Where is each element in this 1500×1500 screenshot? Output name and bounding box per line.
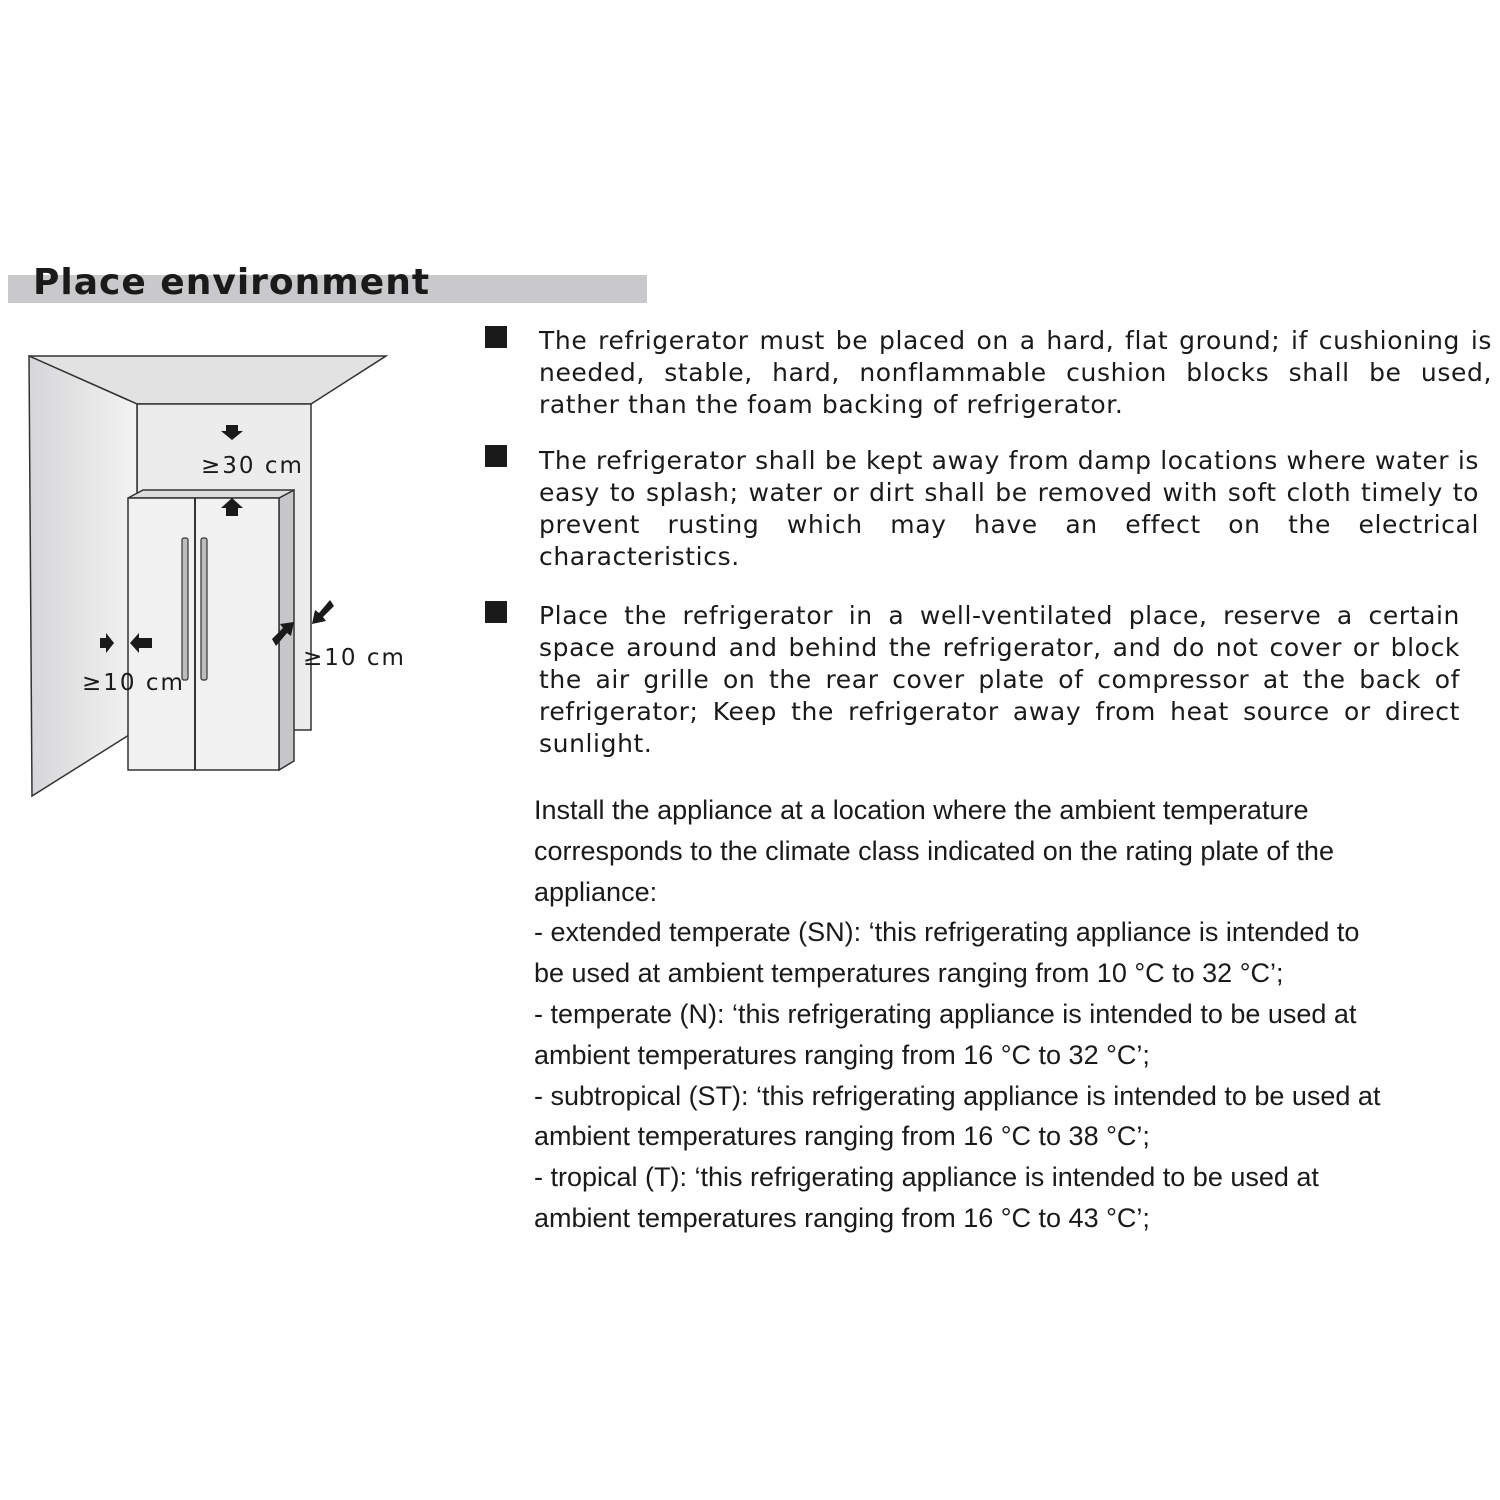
installation-illustration: [0, 340, 440, 810]
climate-class-sn-line: - extended temperate (SN): ‘this refrigerating appliance is intended to: [534, 917, 1360, 948]
climate-class-t-range: ambient temperatures ranging from 16 °C to 43 °C’;: [534, 1202, 1150, 1233]
back-clearance-label: ≥10 cm: [303, 645, 406, 671]
left-door-handle: [182, 538, 188, 680]
climate-intro-line: corresponds to the climate class indicated on the rating plate of the: [534, 835, 1334, 866]
climate-class-st-line: - subtropical (ST): ‘this refrigerating appliance is intended to be used at: [534, 1080, 1381, 1111]
side-clearance-label: ≥10 cm: [82, 670, 185, 696]
climate-class-text: [534, 790, 1484, 1239]
bullet-square-icon: [485, 326, 507, 348]
page-title: Place environment: [33, 262, 431, 303]
bullet-square-icon: [485, 445, 507, 467]
installation-diagram: [0, 340, 440, 810]
left-wall: [29, 356, 137, 796]
climate-intro-line: appliance:: [534, 876, 658, 907]
bullet-text-3: Place the refrigerator in a well-ventilated place, reserve a certain space around and behind the refrigerator, and do not cover or block the air grille on the rear cover plate of compressor at the back of refrigerator; Keep the refrigerator away from heat source or direct sunlight.: [539, 601, 1460, 758]
bullet-text-2: The refrigerator shall be kept away from damp locations where water is easy to splash; water or dirt shall be removed with soft cloth timely to prevent rusting which may have an effect on the electrical characteristics.: [539, 446, 1479, 571]
climate-class-n-range: ambient temperatures ranging from 16 °C to 32 °C’;: [534, 1039, 1150, 1070]
climate-class-st-range: ambient temperatures ranging from 16 °C to 38 °C’;: [534, 1121, 1150, 1152]
climate-intro-line: Install the appliance at a location where the ambient temperature: [534, 795, 1309, 825]
fridge-top: [128, 490, 294, 498]
climate-class-n-line: - temperate (N): ‘this refrigerating appliance is intended to be used at: [534, 998, 1357, 1029]
bullet-square-icon: [485, 601, 507, 623]
right-door-handle: [201, 538, 207, 680]
top-clearance-label: ≥30 cm: [201, 453, 304, 479]
bullet-text-1: The refrigerator must be placed on a hard, flat ground; if cushioning is needed, stable, hard, nonflammable cushion blocks shall be used, rather than the foam backing of refrigerator.: [539, 326, 1492, 419]
arrow-diagonal-in-icon: [312, 600, 334, 624]
climate-class-t-line: - tropical (T): ‘this refrigerating appliance is intended to be used at: [534, 1162, 1319, 1193]
climate-class-sn-range: be used at ambient temperatures ranging from 10 °C to 32 °C’;: [534, 958, 1284, 989]
